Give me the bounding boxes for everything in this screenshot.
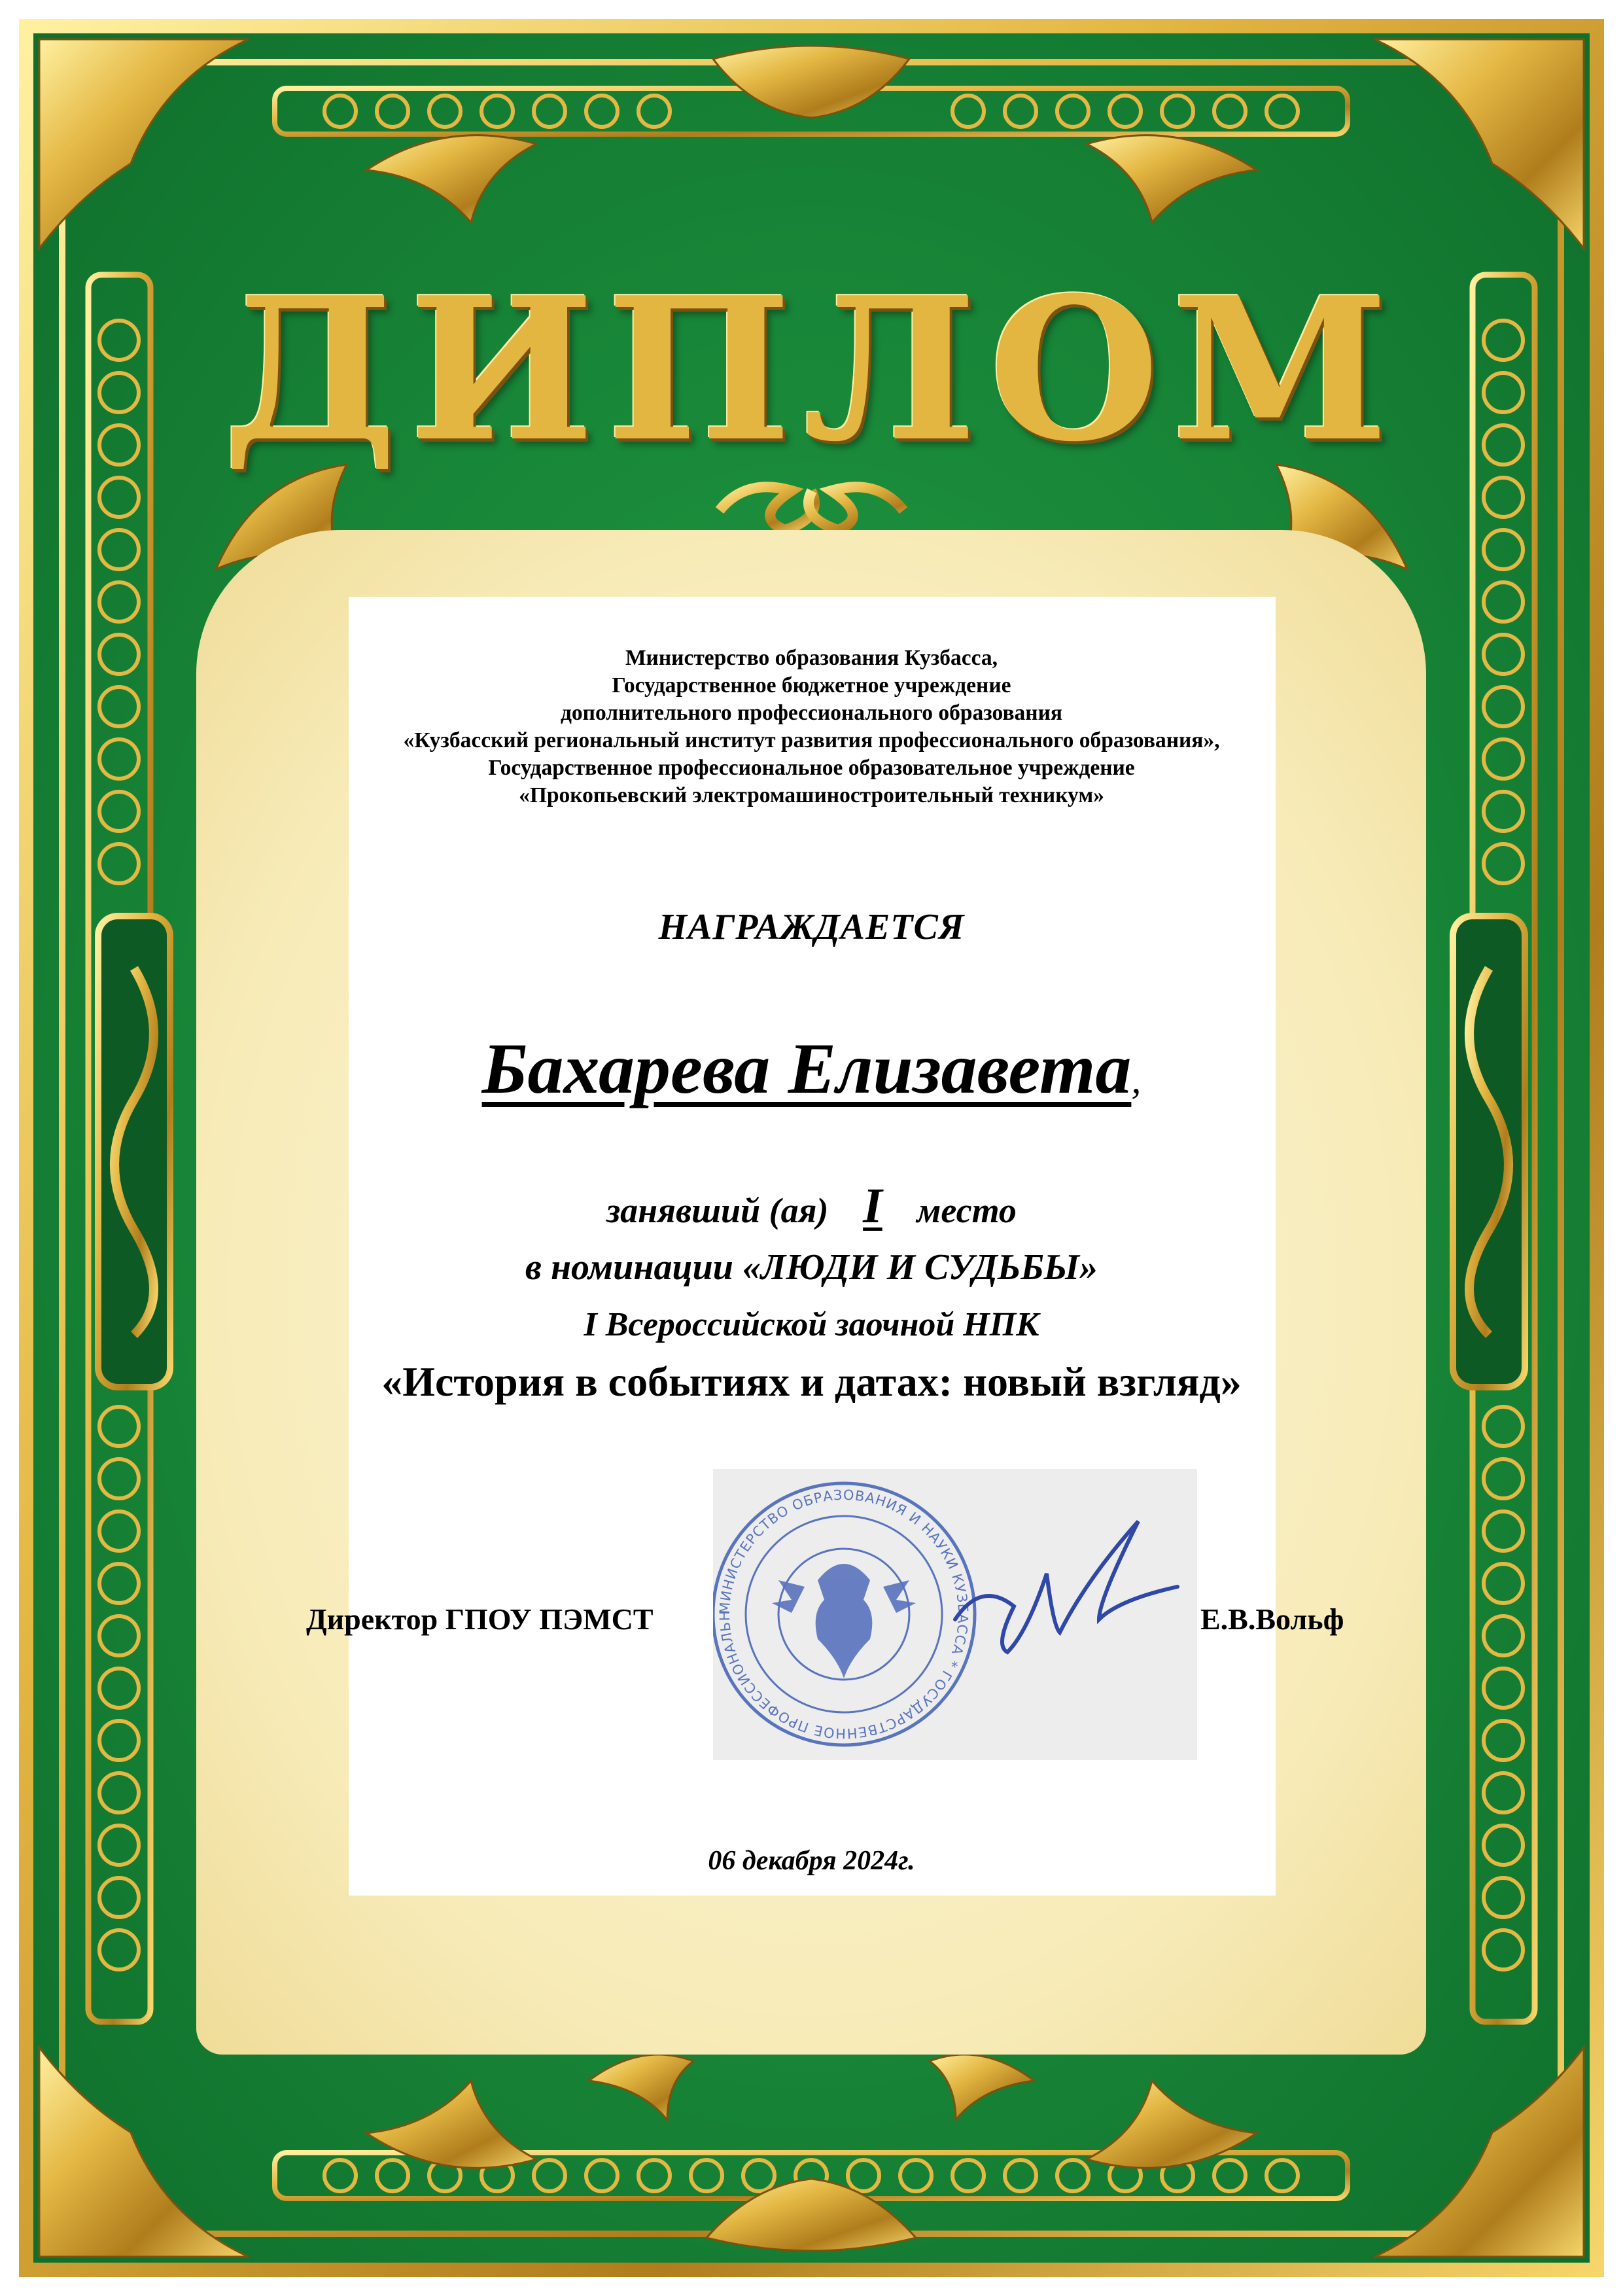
recipient-name: Бахарева Елизавета [481,1029,1132,1108]
official-seal-image [713,1469,1197,1760]
place-suffix: место [916,1191,1017,1230]
place-line [0,1178,1623,1235]
coat-of-arms-icon [772,1564,916,1678]
director-title: Директор ГПОУ ПЭМСТ [306,1602,654,1636]
org-line: Государственное профессиональное образовательное учреждение [488,756,1135,780]
org-line: дополнительного профессионального образования [560,701,1063,725]
place-value: I [863,1178,882,1233]
diploma-title: ДИПЛОМ [222,254,1401,485]
conference-theme: «История в событиях и датах: новый взгляд» [381,1358,1242,1405]
org-line: Министерство образования Кузбасса, [625,646,998,670]
conference: I Всероссийской заочной НПК [584,1306,1039,1343]
svg-text:МИНИСТЕРСТВО ОБРАЗОВАНИЯ И НАУ: МИНИСТЕРСТВО ОБРАЗОВАНИЯ И НАУКИ КУЗБАССА * ГОСУДАРСТВЕННОЕ ПРОФЕССИОНАЛЬН [716,1487,971,1742]
seal [713,1469,975,1745]
org-line: Государственное бюджетное учреждение [612,673,1011,698]
stamp-and-signature [713,1469,1197,1760]
place-prefix: занявший (ая) [606,1191,829,1230]
nomination: в номинации «ЛЮДИ И СУДЬБЫ» [525,1247,1098,1288]
awarded-label: НАГРАЖДАЕТСЯ [658,907,965,947]
signer-name: Е.В.Вольф [1200,1602,1344,1636]
award-date: 06 декабря 2024г. [708,1846,915,1876]
signature [955,1521,1178,1652]
org-line: «Прокопьевский электромашиностроительный техникум» [519,783,1104,807]
organization-header [262,645,1361,809]
org-line: «Кузбасский региональный институт развития профессионального образования», [403,728,1220,752]
recipient-comma: , [1131,1058,1142,1101]
recipient-line [0,1026,1623,1122]
